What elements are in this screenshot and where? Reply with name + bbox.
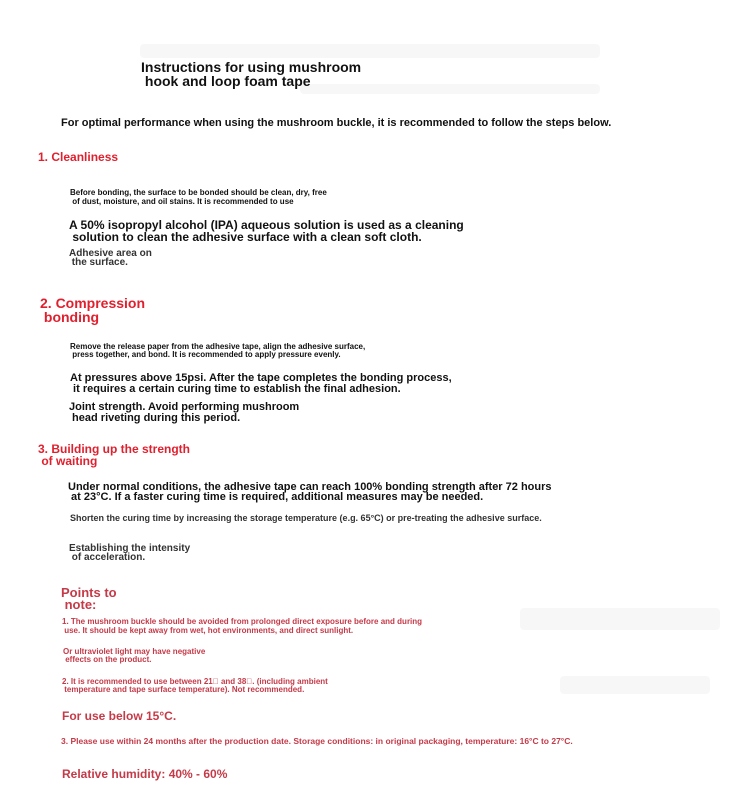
section-1-paragraph-2-line-1: A 50% isopropyl alcohol (IPA) aqueous solution is used as a cleaning [69,218,464,232]
note-2-line-1: 2. It is recommended to use between 21  and 38 . (including ambient [62,677,328,686]
section-heading-cleanliness: 1. Cleanliness [38,150,119,164]
background-smudge [520,608,720,630]
section-1-paragraph-1-line-2: of dust, moisture, and oil stains. It is recommended to use [70,197,294,206]
document-title-line-2: hook and loop foam tape [141,73,311,89]
section-heading-compression-line-1: 2. Compression [40,295,146,311]
note-1b-line-1: Or ultraviolet light may have negative [63,647,206,656]
note-1-line-1: 1. The mushroom buckle should be avoided from prolonged direct exposure before and during [62,617,423,626]
section-3-paragraph-3-line-1: Establishing the intensity [69,543,191,554]
background-smudge [560,676,710,694]
section-heading-strength-line-1: 3. Building up the strength [38,442,190,456]
notes-heading-line-2: note: [61,597,97,612]
notes-heading-line-1: Points to [61,585,117,600]
section-2-paragraph-1-line-1: Remove the release paper from the adhesive tape, align the adhesive surface, [70,342,366,351]
document-title-line-1: Instructions for using mushroom [141,59,362,75]
section-2-paragraph-3-line-1: Joint strength. Avoid performing mushroom [69,401,300,413]
note-1b-line-2: effects on the product. [63,655,152,664]
section-heading-compression-line-2: bonding [40,309,100,325]
note-2-line-2: temperature and tape surface temperature). Not recommended. [62,685,305,694]
section-1-paragraph-3-line-1: Adhesive area on [69,248,152,259]
section-2-paragraph-3-line-2: head riveting during this period. [69,412,241,424]
note-3: 3. Please use within 24 months after the production date. Storage conditions: in original packaging, temperature: 16°C to 27°C. [61,736,573,746]
section-heading-strength-line-2: of waiting [38,454,98,468]
section-3-paragraph-1-line-2: at 23°C. If a faster curing time is required, additional measures may be needed. [68,491,484,503]
section-1-paragraph-1-line-1: Before bonding, the surface to be bonded should be clean, dry, free [70,188,327,197]
section-3-paragraph-1-line-1: Under normal conditions, the adhesive tape can reach 100% bonding strength after 72 hours [68,481,552,493]
section-3-paragraph-2: Shorten the curing time by increasing the storage temperature (e.g. 65°C) or pre-treating the adhesive surface. [70,513,542,523]
background-smudge [300,84,600,94]
section-3-paragraph-3-line-2: of acceleration. [69,552,146,563]
background-smudge [140,44,600,58]
note-2b: For use below 15°C. [62,709,177,723]
note-3b: Relative humidity: 40% - 60% [62,767,228,781]
intro-text: For optimal performance when using the mushroom buckle, it is recommended to follow the steps below. [61,117,612,129]
section-2-paragraph-2-line-1: At pressures above 15psi. After the tape completes the bonding process, [70,372,452,384]
section-2-paragraph-2-line-2: it requires a certain curing time to establish the final adhesion. [70,383,401,395]
section-1-paragraph-3-line-2: the surface. [69,257,128,268]
note-1-line-2: use. It should be kept away from wet, hot environments, and direct sunlight. [62,626,354,635]
section-2-paragraph-1-line-2: press together, and bond. It is recommended to apply pressure evenly. [70,350,341,359]
section-1-paragraph-2-line-2: solution to clean the adhesive surface with a clean soft cloth. [69,230,422,244]
